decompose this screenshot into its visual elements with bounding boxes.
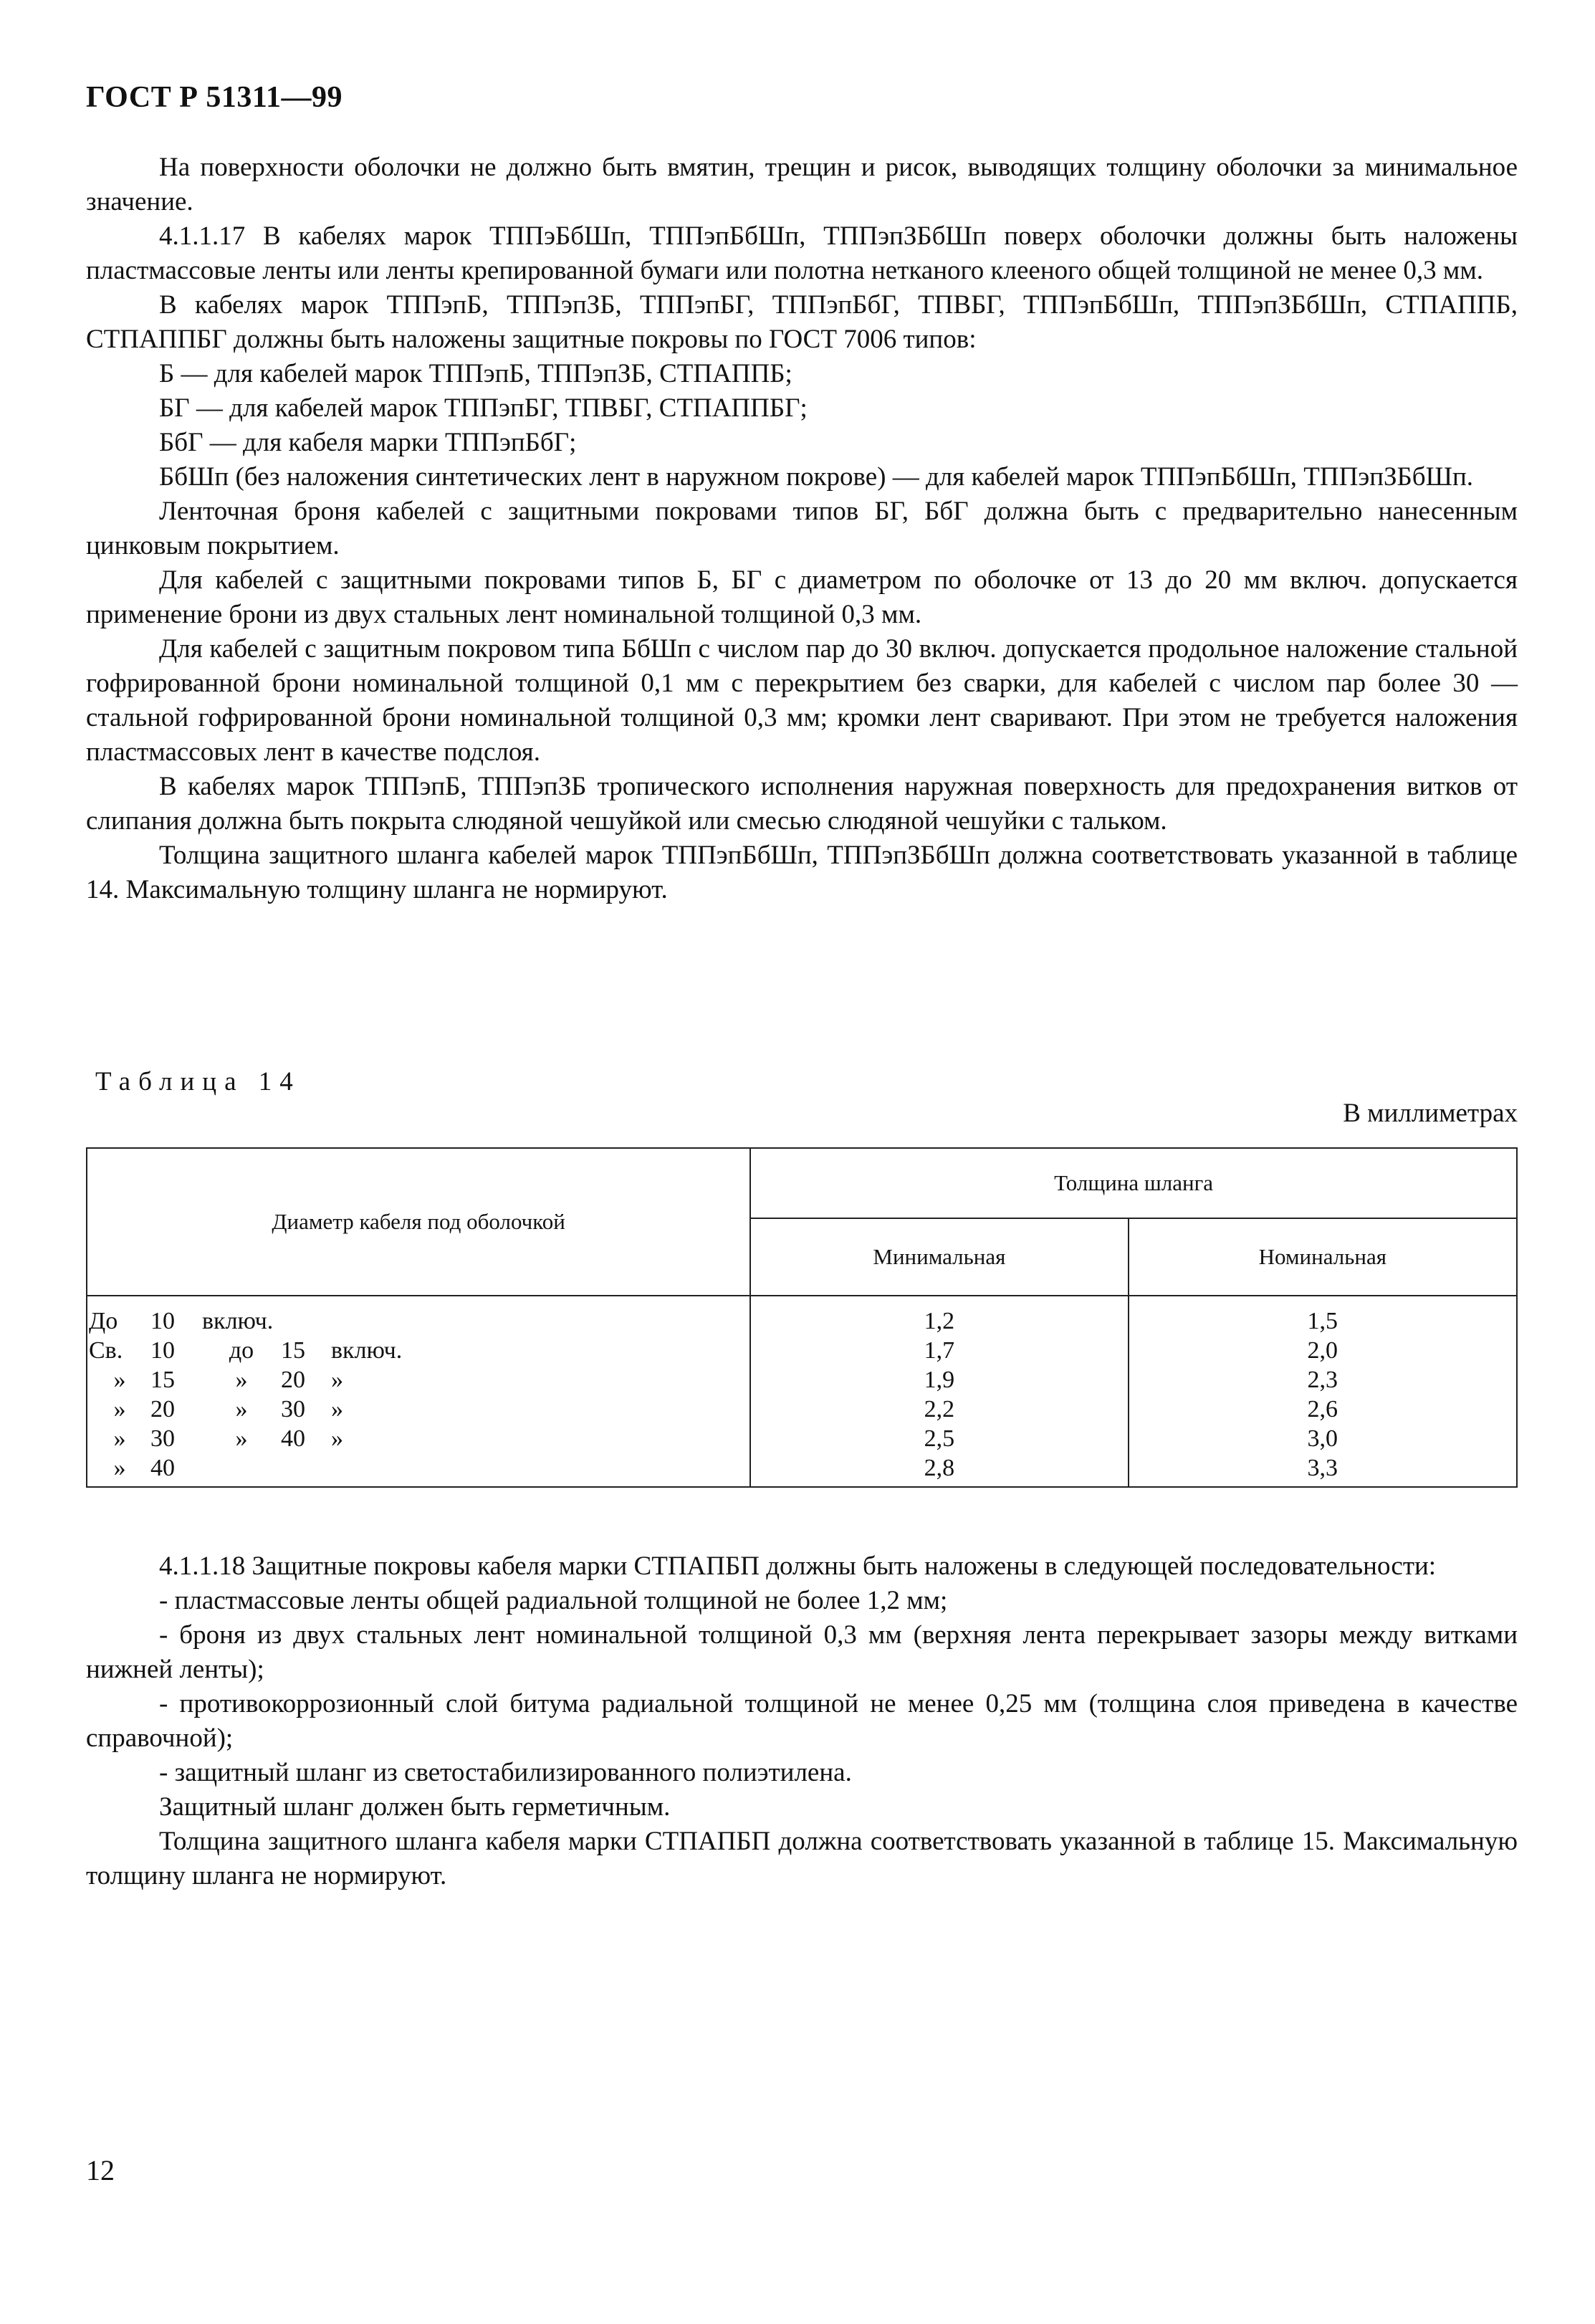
cell-prefix: »	[113, 1367, 126, 1393]
cell-prefix: »	[113, 1396, 126, 1422]
paragraph: БГ — для кабелей марок ТППэпБГ, ТПВБГ, СТПАППБГ;	[159, 393, 808, 423]
cell-prefix: »	[113, 1455, 126, 1481]
column-header-diameter: Диаметр кабеля под оболочкой	[87, 1148, 750, 1296]
cell-word: до	[229, 1337, 254, 1364]
table-row	[87, 1336, 749, 1365]
cell-suffix: »	[331, 1396, 343, 1422]
table-row	[87, 1306, 749, 1336]
list-item: - защитный шланг из светостабилизированного полиэтилена.	[159, 1758, 852, 1787]
paragraph: БбГ — для кабеля марки ТППэпБбГ;	[159, 428, 577, 457]
paragraph: Ленточная броня кабелей с защитными покровами типов БГ, БбГ должна быть с предварительно нанесенным цинковым покрытием.	[86, 497, 1518, 560]
cell-prefix: Св.	[89, 1337, 123, 1364]
cell-nominal: 3,3	[1307, 1455, 1338, 1481]
cell-minimum: 2,8	[924, 1455, 955, 1481]
body-text-bottom	[86, 1549, 1518, 1893]
nominal-column	[1129, 1296, 1517, 1487]
cell-nominal: 1,5	[1307, 1308, 1338, 1334]
cell-word: »	[235, 1367, 248, 1393]
list-item: - пластмассовые ленты общей радиальной толщиной не более 1,2 мм;	[159, 1586, 948, 1615]
column-header-thickness: Толщина шланга	[750, 1148, 1517, 1218]
paragraph: БбШп (без наложения синтетических лент в наружном покрове) — для кабелей марок ТППэпБбШп, ТППэпЗБбШп.	[159, 462, 1473, 492]
cell-word: включ.	[202, 1308, 274, 1334]
document-header: ГОСТ Р 51311—99	[86, 81, 343, 114]
diameter-column	[87, 1296, 750, 1487]
cell-to: 15	[281, 1337, 305, 1364]
minimum-column	[750, 1296, 1128, 1487]
paragraph: 4.1.1.17 В кабелях марок ТППэБбШп, ТППэпБбШп, ТППэпЗБбШп поверх оболочки должны быть наложены пластмассовые ленты или ленты крепированной бумаги или полотна нетканого клееного общей толщиной не менее 0,3 мм.	[86, 221, 1518, 285]
cell-word: »	[235, 1425, 248, 1452]
cell-nominal: 2,6	[1307, 1396, 1338, 1422]
paragraph: В кабелях марок ТППэпБ, ТППэпЗБ тропического исполнения наружная поверхность для предохранения витков от слипания должна быть покрыта слюдяной чешуйкой или смесью слюдяной чешуйки с тальком.	[86, 772, 1518, 836]
table-14	[86, 1147, 1518, 1488]
cell-suffix: »	[331, 1425, 343, 1452]
cell-minimum: 1,7	[924, 1337, 955, 1364]
cell-prefix: »	[113, 1425, 126, 1452]
cell-suffix: »	[331, 1367, 343, 1393]
table-units-note: В миллиметрах	[1343, 1099, 1518, 1128]
paragraph: Для кабелей с защитными покровами типов Б, БГ с диаметром по оболочке от 13 до 20 мм включ. допускается применение брони из двух стальных лент номинальной толщиной 0,3 мм.	[86, 565, 1518, 629]
cell-to: 40	[281, 1425, 305, 1452]
cell-nominal: 2,0	[1307, 1337, 1338, 1364]
cell-nominal: 2,3	[1307, 1367, 1338, 1393]
cell-to: 30	[281, 1396, 305, 1422]
cell-from: 40	[150, 1455, 175, 1481]
table-row	[87, 1395, 749, 1424]
cell-from: 15	[150, 1367, 175, 1393]
cell-from: 10	[150, 1337, 175, 1364]
paragraph: В кабелях марок ТППэпБ, ТППэпЗБ, ТППэпБГ, ТППэпБбГ, ТПВБГ, ТППэпБбШп, ТППэпЗБбШп, СТПАППБ, СТПАППБГ должны быть наложены защитные покровы по ГОСТ 7006 типов:	[86, 290, 1518, 354]
paragraph: На поверхности оболочки не должно быть вмятин, трещин и рисок, выводящих толщину оболочки за минимальное значение.	[86, 153, 1518, 216]
paragraph: Б — для кабелей марок ТППэпБ, ТППэпЗБ, СТПАППБ;	[159, 359, 792, 388]
cell-to: 20	[281, 1367, 305, 1393]
cell-suffix: включ.	[331, 1337, 403, 1364]
paragraph: Толщина защитного шланга кабелей марок ТППэпБбШп, ТППэпЗБбШп должна соответствовать указанной в таблице 14. Максимальную толщину шланга не нормируют.	[86, 841, 1518, 904]
paragraph: Защитный шланг должен быть герметичным.	[159, 1792, 671, 1822]
cell-minimum: 1,9	[924, 1367, 955, 1393]
body-text-top	[86, 150, 1518, 907]
page-number: 12	[86, 2154, 115, 2186]
cell-from: 20	[150, 1396, 175, 1422]
cell-from: 10	[150, 1308, 175, 1334]
table-row	[87, 1365, 749, 1395]
column-header-nominal: Номинальная	[1129, 1218, 1517, 1296]
cell-from: 30	[150, 1425, 175, 1452]
table-caption: Таблица 14	[95, 1067, 301, 1096]
table-row	[87, 1453, 749, 1483]
list-item: - противокоррозионный слой битума радиальной толщиной не менее 0,25 мм (толщина слоя приведена в качестве справочной);	[86, 1689, 1518, 1753]
cell-minimum: 1,2	[924, 1308, 955, 1334]
paragraph: 4.1.1.18 Защитные покровы кабеля марки СТПАПБП должны быть наложены в следующей последовательности:	[159, 1551, 1437, 1581]
paragraph: Для кабелей с защитным покровом типа БбШп с числом пар до 30 включ. допускается продольное наложение стальной гофрированной брони номинальной толщиной 0,1 мм с перекрытием без сварки, для кабелей с числом пар более 30 — стальной гофрированной брони номинальной толщиной 0,3 мм; кромки лент сваривают. При этом не требуется наложения пластмассовых лент в качестве подслоя.	[86, 634, 1518, 767]
cell-word: »	[235, 1396, 248, 1422]
cell-minimum: 2,5	[924, 1425, 955, 1452]
table-row	[87, 1424, 749, 1453]
cell-prefix: До	[89, 1308, 118, 1334]
column-header-minimum: Минимальная	[750, 1218, 1128, 1296]
paragraph: Толщина защитного шланга кабеля марки СТПАПБП должна соответствовать указанной в таблице 15. Максимальную толщину шланга не нормируют.	[86, 1827, 1518, 1890]
cell-nominal: 3,0	[1307, 1425, 1338, 1452]
list-item: - броня из двух стальных лент номинальной толщиной 0,3 мм (верхняя лента перекрывает зазоры между витками нижней ленты);	[86, 1620, 1518, 1684]
cell-minimum: 2,2	[924, 1396, 955, 1422]
